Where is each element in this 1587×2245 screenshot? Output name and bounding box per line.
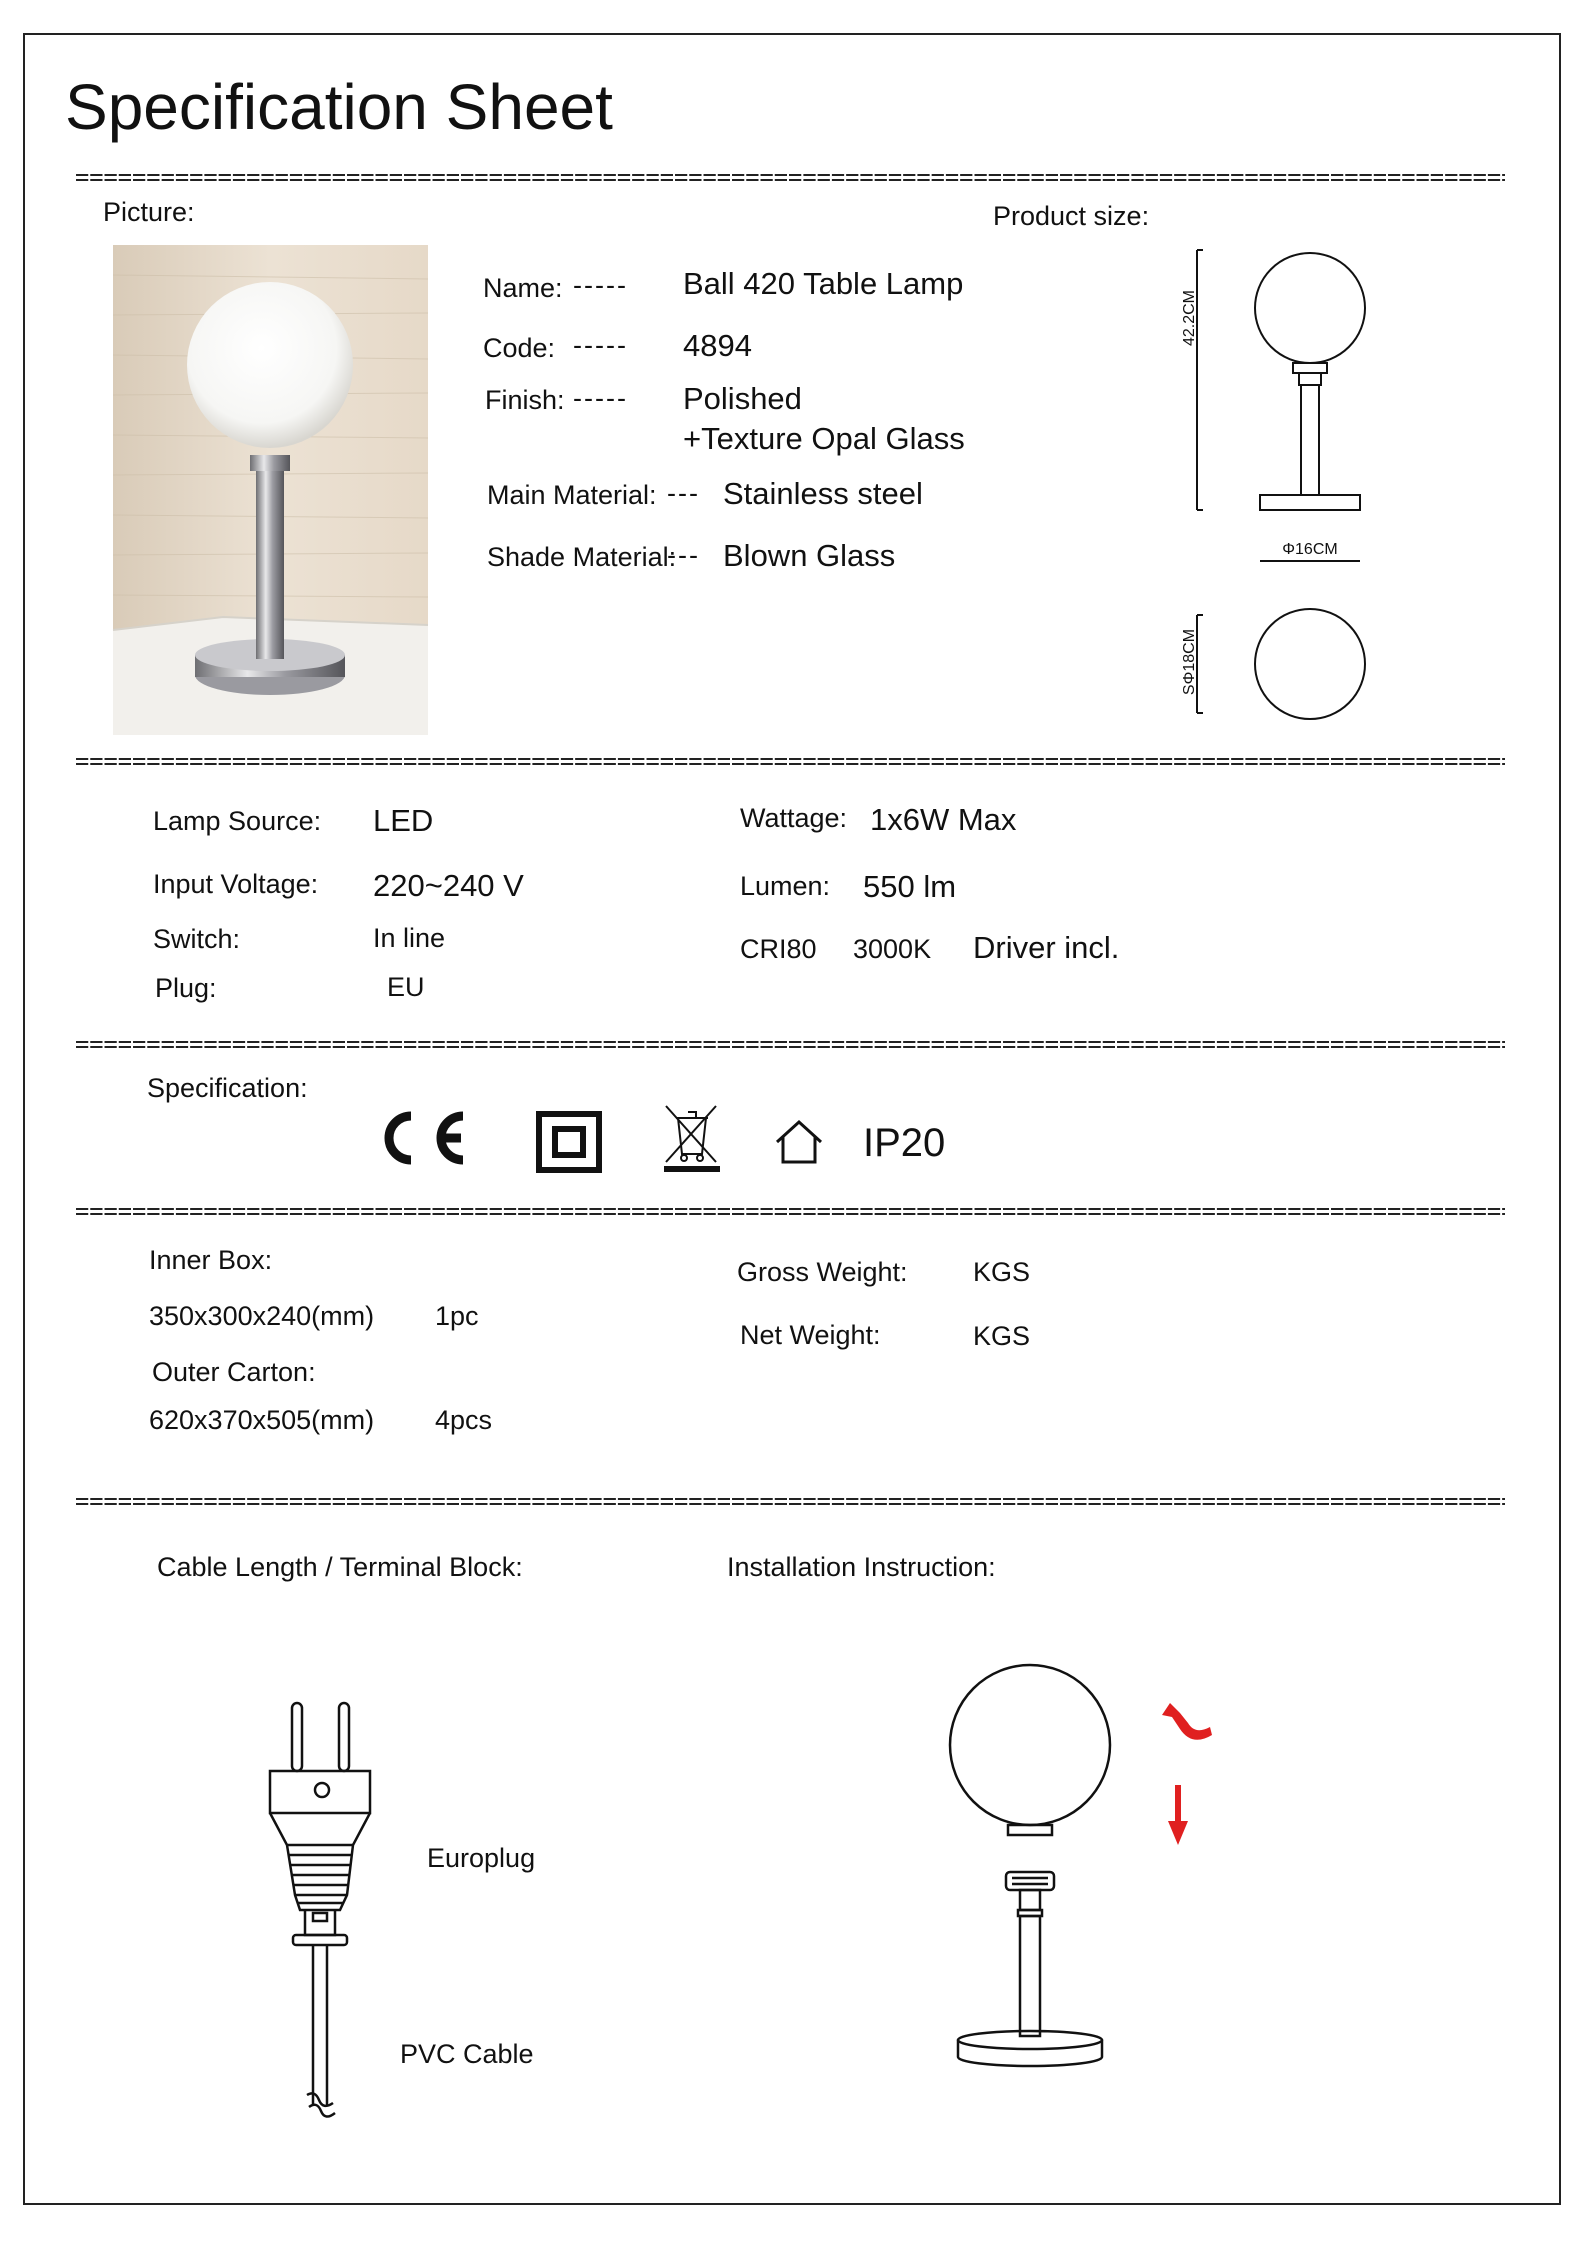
shade-material-label: Shade Material: bbox=[487, 542, 677, 572]
pvc-cable-label: PVC Cable bbox=[400, 2039, 534, 2069]
name-dash: ----- bbox=[573, 270, 628, 300]
finish-line-1: Polished bbox=[683, 381, 802, 416]
finish-dash: ----- bbox=[573, 383, 628, 413]
finish-label: Finish: bbox=[485, 385, 565, 415]
plug-value: EU bbox=[387, 972, 425, 1002]
lumen-value: 550 lm bbox=[863, 869, 957, 904]
separator-line bbox=[75, 1487, 1505, 1515]
product-code: 4894 bbox=[683, 328, 752, 363]
cri-value: CRI80 bbox=[740, 934, 817, 964]
cable-length-label: Cable Length / Terminal Block: bbox=[157, 1552, 523, 1582]
outer-carton-qty: 4pcs bbox=[435, 1405, 493, 1435]
lumen-label: Lumen: bbox=[740, 871, 831, 901]
driver-value: Driver incl. bbox=[973, 930, 1120, 965]
inner-box-qty: 1pc bbox=[435, 1301, 479, 1331]
separator-line bbox=[75, 747, 1505, 775]
lamp-source-value: LED bbox=[373, 803, 434, 838]
main-material-dash: --- bbox=[667, 478, 700, 508]
weee-bin-icon bbox=[662, 1102, 722, 1174]
color-temp-value: 3000K bbox=[853, 934, 932, 964]
shade-material-dash: --- bbox=[667, 540, 700, 570]
inner-box-size: 350x300x240(mm) bbox=[149, 1301, 375, 1331]
europlug-icon bbox=[255, 1695, 395, 2125]
specification-label: Specification: bbox=[147, 1073, 308, 1103]
outer-carton-size: 620x370x505(mm) bbox=[149, 1405, 375, 1435]
class-ii-icon bbox=[535, 1110, 605, 1172]
indoor-house-icon bbox=[773, 1118, 825, 1166]
code-label: Code: bbox=[483, 333, 556, 363]
product-photo bbox=[113, 245, 428, 735]
wattage-label: Wattage: bbox=[740, 803, 848, 833]
inner-box-label: Inner Box: bbox=[149, 1245, 273, 1275]
finish-line-2: +Texture Opal Glass bbox=[683, 421, 965, 456]
lamp-source-label: Lamp Source: bbox=[153, 806, 322, 836]
wattage-value: 1x6W Max bbox=[870, 802, 1017, 837]
input-voltage-label: Input Voltage: bbox=[153, 869, 319, 899]
product-size-label: Product size: bbox=[993, 201, 1150, 231]
gross-weight-label: Gross Weight: bbox=[737, 1257, 908, 1287]
gross-weight-unit: KGS bbox=[973, 1257, 1031, 1287]
page-title: Specification Sheet bbox=[65, 71, 613, 143]
rotate-arrow-icon bbox=[1162, 1703, 1212, 1740]
net-weight-unit: KGS bbox=[973, 1321, 1031, 1351]
input-voltage-value: 220~240 V bbox=[373, 868, 524, 903]
outer-carton-label: Outer Carton: bbox=[152, 1357, 316, 1387]
base-diameter-dimension: Φ16CM bbox=[1282, 541, 1338, 558]
plug-label: Plug: bbox=[155, 973, 217, 1003]
main-material: Stainless steel bbox=[723, 476, 923, 511]
picture-label: Picture: bbox=[103, 197, 195, 227]
shade-diameter-dimension: SΦ18CM bbox=[1181, 628, 1198, 696]
switch-label: Switch: bbox=[153, 924, 241, 954]
product-name: Ball 420 Table Lamp bbox=[683, 266, 964, 301]
name-label: Name: bbox=[483, 273, 563, 303]
separator-line bbox=[75, 1030, 1505, 1058]
ip-rating: IP20 bbox=[863, 1121, 946, 1165]
switch-value: In line bbox=[373, 923, 446, 953]
code-dash: ----- bbox=[573, 330, 628, 360]
main-material-label: Main Material: bbox=[487, 480, 657, 510]
installation-diagram bbox=[940, 1665, 1240, 2110]
down-arrow-icon bbox=[1168, 1785, 1188, 1845]
europlug-label: Europlug bbox=[427, 1843, 536, 1873]
shade-material: Blown Glass bbox=[723, 538, 896, 573]
ce-mark-icon bbox=[375, 1108, 475, 1168]
separator-line bbox=[75, 1197, 1505, 1225]
installation-instruction-label: Installation Instruction: bbox=[727, 1552, 996, 1582]
height-dimension: 42.2CM bbox=[1181, 289, 1198, 347]
separator-line bbox=[75, 163, 1505, 191]
net-weight-label: Net Weight: bbox=[740, 1320, 881, 1350]
